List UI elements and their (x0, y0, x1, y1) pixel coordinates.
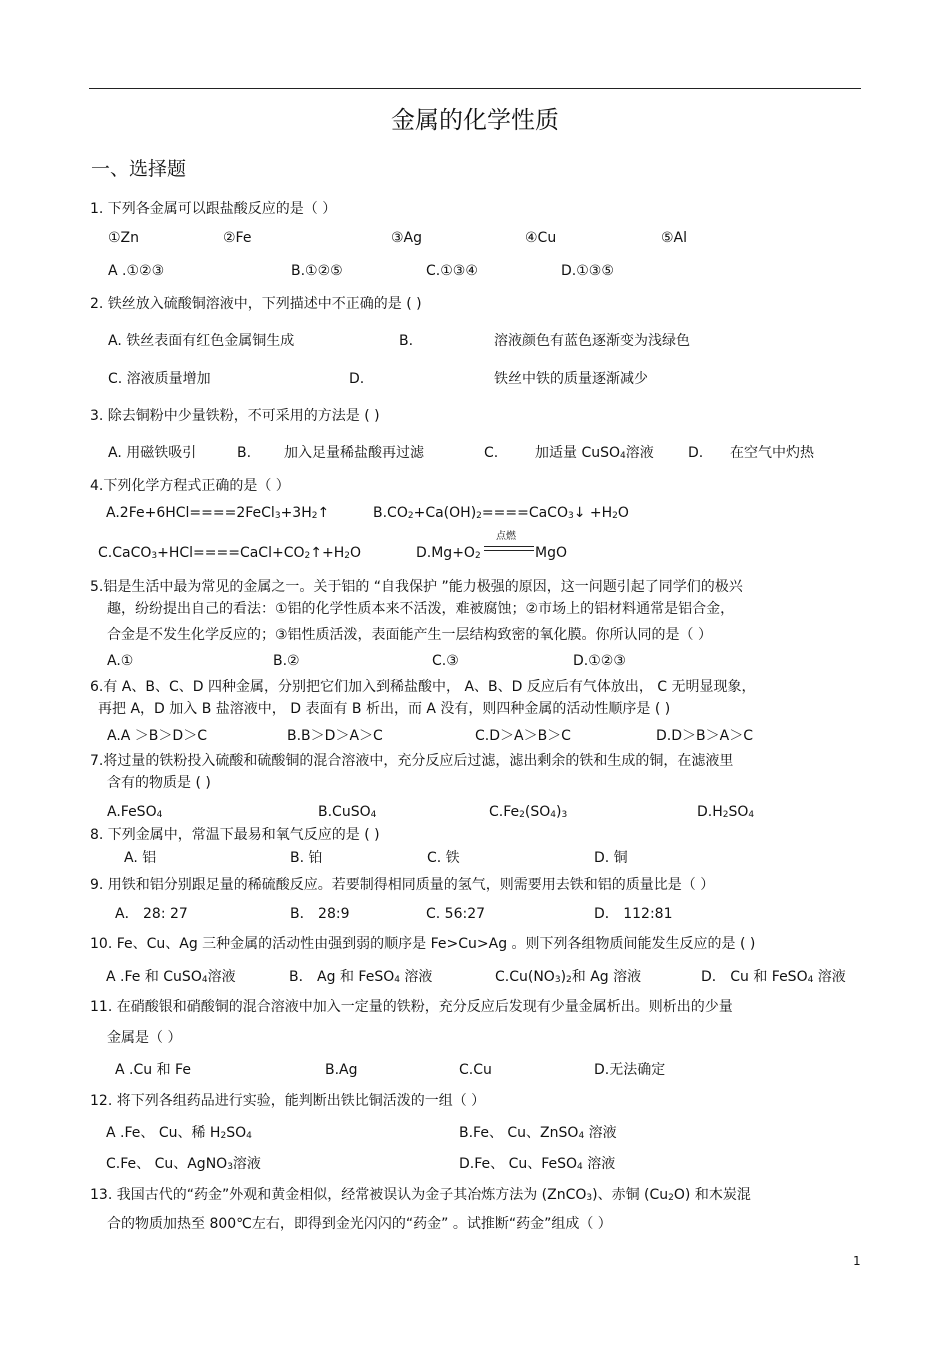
page-number: 1 (853, 1254, 861, 1268)
question-3-stem: 3. 除去铜粉中少量铁粉，不可采用的方法是 ( ) (90, 408, 380, 424)
q2-option-c: C. 溶液质量增加 (108, 371, 211, 387)
q6-option-d: D.D＞B＞A＞C (656, 728, 753, 744)
q11-option-a: A .Cu 和 Fe (115, 1062, 191, 1078)
q5-option-b: B.② (273, 653, 300, 669)
question-5-line-2: 趣，纷纷提出自己的看法：①铝的化学性质本来不活泼，难被腐蚀；②市场上的铝材料通常是铝合金， (107, 601, 735, 617)
reaction-arrow (484, 546, 534, 551)
q2-option-b: B. (399, 333, 414, 349)
q7-option-a: A.FeSO$_4$ (107, 804, 163, 820)
q3-option-d-text: 在空气中灼热 (730, 445, 814, 461)
q4-option-a: $A.2Fe+6HCl====2FeCl_3+3H_2↑$ (106, 505, 330, 521)
q3-option-b-text: 加入足量稀盐酸再过滤 (284, 445, 424, 461)
question-11-line-2: 金属是（ ） (107, 1030, 182, 1046)
q6-option-c: C.D＞A＞B＞C (475, 728, 571, 744)
q10-option-c: $C.Cu(NO_3)_2$和 Ag 溶液 (495, 969, 642, 985)
q3-option-d: D. (688, 445, 704, 461)
q7-option-d: $D.H_2SO_4$ (697, 804, 755, 820)
reaction-condition: 点燃 (496, 531, 516, 542)
question-12-stem: 12. 将下列各组药品进行实验，能判断出铁比铜活泼的一组（ ） (90, 1093, 486, 1109)
q8-option-a: A. 铝 (124, 850, 157, 866)
q1-item-1: ①Zn (108, 230, 140, 246)
question-1-stem: 1. 下列各金属可以跟盐酸反应的是（ ） (90, 201, 337, 217)
q9-option-d: D． 112:81 (594, 906, 673, 922)
q5-option-c: C.③ (432, 653, 459, 669)
q3-option-b: B. (237, 445, 252, 461)
question-7-line-1: 7.将过量的铁粉投入硫酸和硫酸铜的混合溶液中，充分反应后过滤，滤出剩余的铁和生成的铜，在滤液里 (90, 753, 734, 769)
q4-option-c: $C.CaCO_3+HCl====CaCl+CO_2↑+H_2O$ (98, 545, 361, 561)
question-5-line-3: 合金是不发生化学反应的；③铝性质活泼，表面能产生一层结构致密的氧化膜。你所认同的是（ ） (107, 627, 712, 643)
q11-option-d: D.无法确定 (594, 1062, 666, 1078)
question-13-line-1: 13. 我国古代的“药金”外观和黄金相似，经常被误认为金子其冶炼方法为 (ZnCO$_3$)、赤铜 $(Cu_2O)$ 和木炭混 (90, 1187, 751, 1203)
q9-option-c: C. 56:27 (426, 906, 486, 922)
q10-option-b: B． Ag 和 FeSO$_4$ 溶液 (289, 969, 433, 985)
q8-option-b: B. 铂 (290, 850, 323, 866)
q8-option-d: D. 铜 (594, 850, 628, 866)
question-4-stem: 4.下列化学方程式正确的是（ ） (90, 478, 290, 494)
q4-option-b: $B.CO_2+Ca(OH)_2====CaCO_3↓ +H_2O$ (373, 505, 629, 521)
q1-option-b: B.①②⑤ (291, 263, 343, 279)
q11-option-c: C.Cu (459, 1062, 492, 1078)
q1-item-2: ②Fe (223, 230, 252, 246)
q3-option-c-text: 加适量 CuSO$_4$溶液 (535, 445, 654, 461)
section-heading: 一、选择题 (91, 158, 187, 180)
q10-option-d: D． Cu 和 FeSO$_4$ 溶液 (701, 969, 846, 985)
q5-option-a: A.① (107, 653, 134, 669)
question-9-stem: 9. 用铁和铝分别跟足量的稀硫酸反应。若要制得相同质量的氢气，则需要用去铁和铝的质量比是（ ） (90, 877, 715, 893)
q5-option-d: D.①②③ (573, 653, 626, 669)
question-8-stem: 8. 下列金属中，常温下最易和氧气反应的是 ( ) (90, 827, 380, 843)
question-13-line-2: 合的物质加热至 800℃左右，即得到金光闪闪的“药金” 。试推断“药金”组成（ ） (107, 1216, 612, 1232)
question-10-stem: 10. Fe、Cu、Ag 三种金属的活动性由强到弱的顺序是 Fe>Cu>Ag 。则下列各组物质间能发生反应的是 ( ) (90, 936, 756, 952)
q2-option-d-text: 铁丝中铁的质量逐渐减少 (494, 371, 648, 387)
q12-option-b: B.Fe、 Cu、ZnSO$_4$ 溶液 (459, 1125, 617, 1141)
q7-option-c: $C.Fe_2(SO_4)_3$ (489, 804, 568, 820)
q9-option-a: A． 28: 27 (115, 906, 188, 922)
q10-option-a: A .Fe 和 CuSO$_4$溶液 (106, 969, 236, 985)
q11-option-b: B.Ag (325, 1062, 358, 1078)
q2-option-a: A. 铁丝表面有红色金属铜生成 (108, 333, 295, 349)
question-6-line-1: 6.有 A、B、C、D 四种金属，分别把它们加入到稀盐酸中， A、B、D 反应后有气体放出， C 无明显现象， (90, 679, 756, 695)
q3-option-a: A. 用磁铁吸引 (108, 445, 197, 461)
header-rule (89, 88, 861, 89)
q4-option-d-product: MgO (535, 545, 567, 561)
q2-option-d: D. (349, 371, 365, 387)
q1-option-d: D.①③⑤ (561, 263, 614, 279)
q9-option-b: B． 28:9 (290, 906, 350, 922)
q7-option-b: B.CuSO$_4$ (318, 804, 377, 820)
q2-option-b-text: 溶液颜色有蓝色逐渐变为浅绿色 (494, 333, 690, 349)
question-6-line-2: 再把 A，D 加入 B 盐溶液中， D 表面有 B 析出，而 A 没有，则四种金属的活动性顺序是 ( ) (98, 701, 671, 717)
q4-option-d: $D.Mg+O_2$ (416, 545, 481, 561)
question-7-line-2: 含有的物质是 ( ) (107, 775, 211, 791)
q12-option-c: C.Fe、 Cu、AgNO$_3$溶液 (106, 1156, 261, 1172)
q1-item-3: ③Ag (391, 230, 423, 246)
question-11-line-1: 11. 在硝酸银和硝酸铜的混合溶液中加入一定量的铁粉，充分反应后发现有少量金属析出。则析出的少量 (90, 999, 733, 1015)
q8-option-c: C. 铁 (427, 850, 460, 866)
question-5-line-1: 5.铝是生活中最为常见的金属之一。关于铝的 “自我保护 ”能力极强的原因，这一问题引起了同学们的极兴 (90, 579, 743, 595)
q6-option-a: A.A ＞B＞D＞C (107, 728, 207, 744)
q12-option-d: D.Fe、 Cu、FeSO$_4$ 溶液 (459, 1156, 616, 1172)
question-2-stem: 2. 铁丝放入硫酸铜溶液中，下列描述中不正确的是 ( ) (90, 296, 422, 312)
q6-option-b: B.B＞D＞A＞C (287, 728, 383, 744)
q1-option-a: A .①②③ (108, 263, 165, 279)
q3-option-c: C. (484, 445, 499, 461)
page-title: 金属的化学性质 (391, 106, 559, 134)
q1-item-5: ⑤Al (661, 230, 688, 246)
q1-option-c: C.①③④ (426, 263, 478, 279)
q12-option-a: A .Fe、 Cu、稀 $H_2SO_4$ (106, 1125, 252, 1141)
q1-item-4: ④Cu (525, 230, 557, 246)
